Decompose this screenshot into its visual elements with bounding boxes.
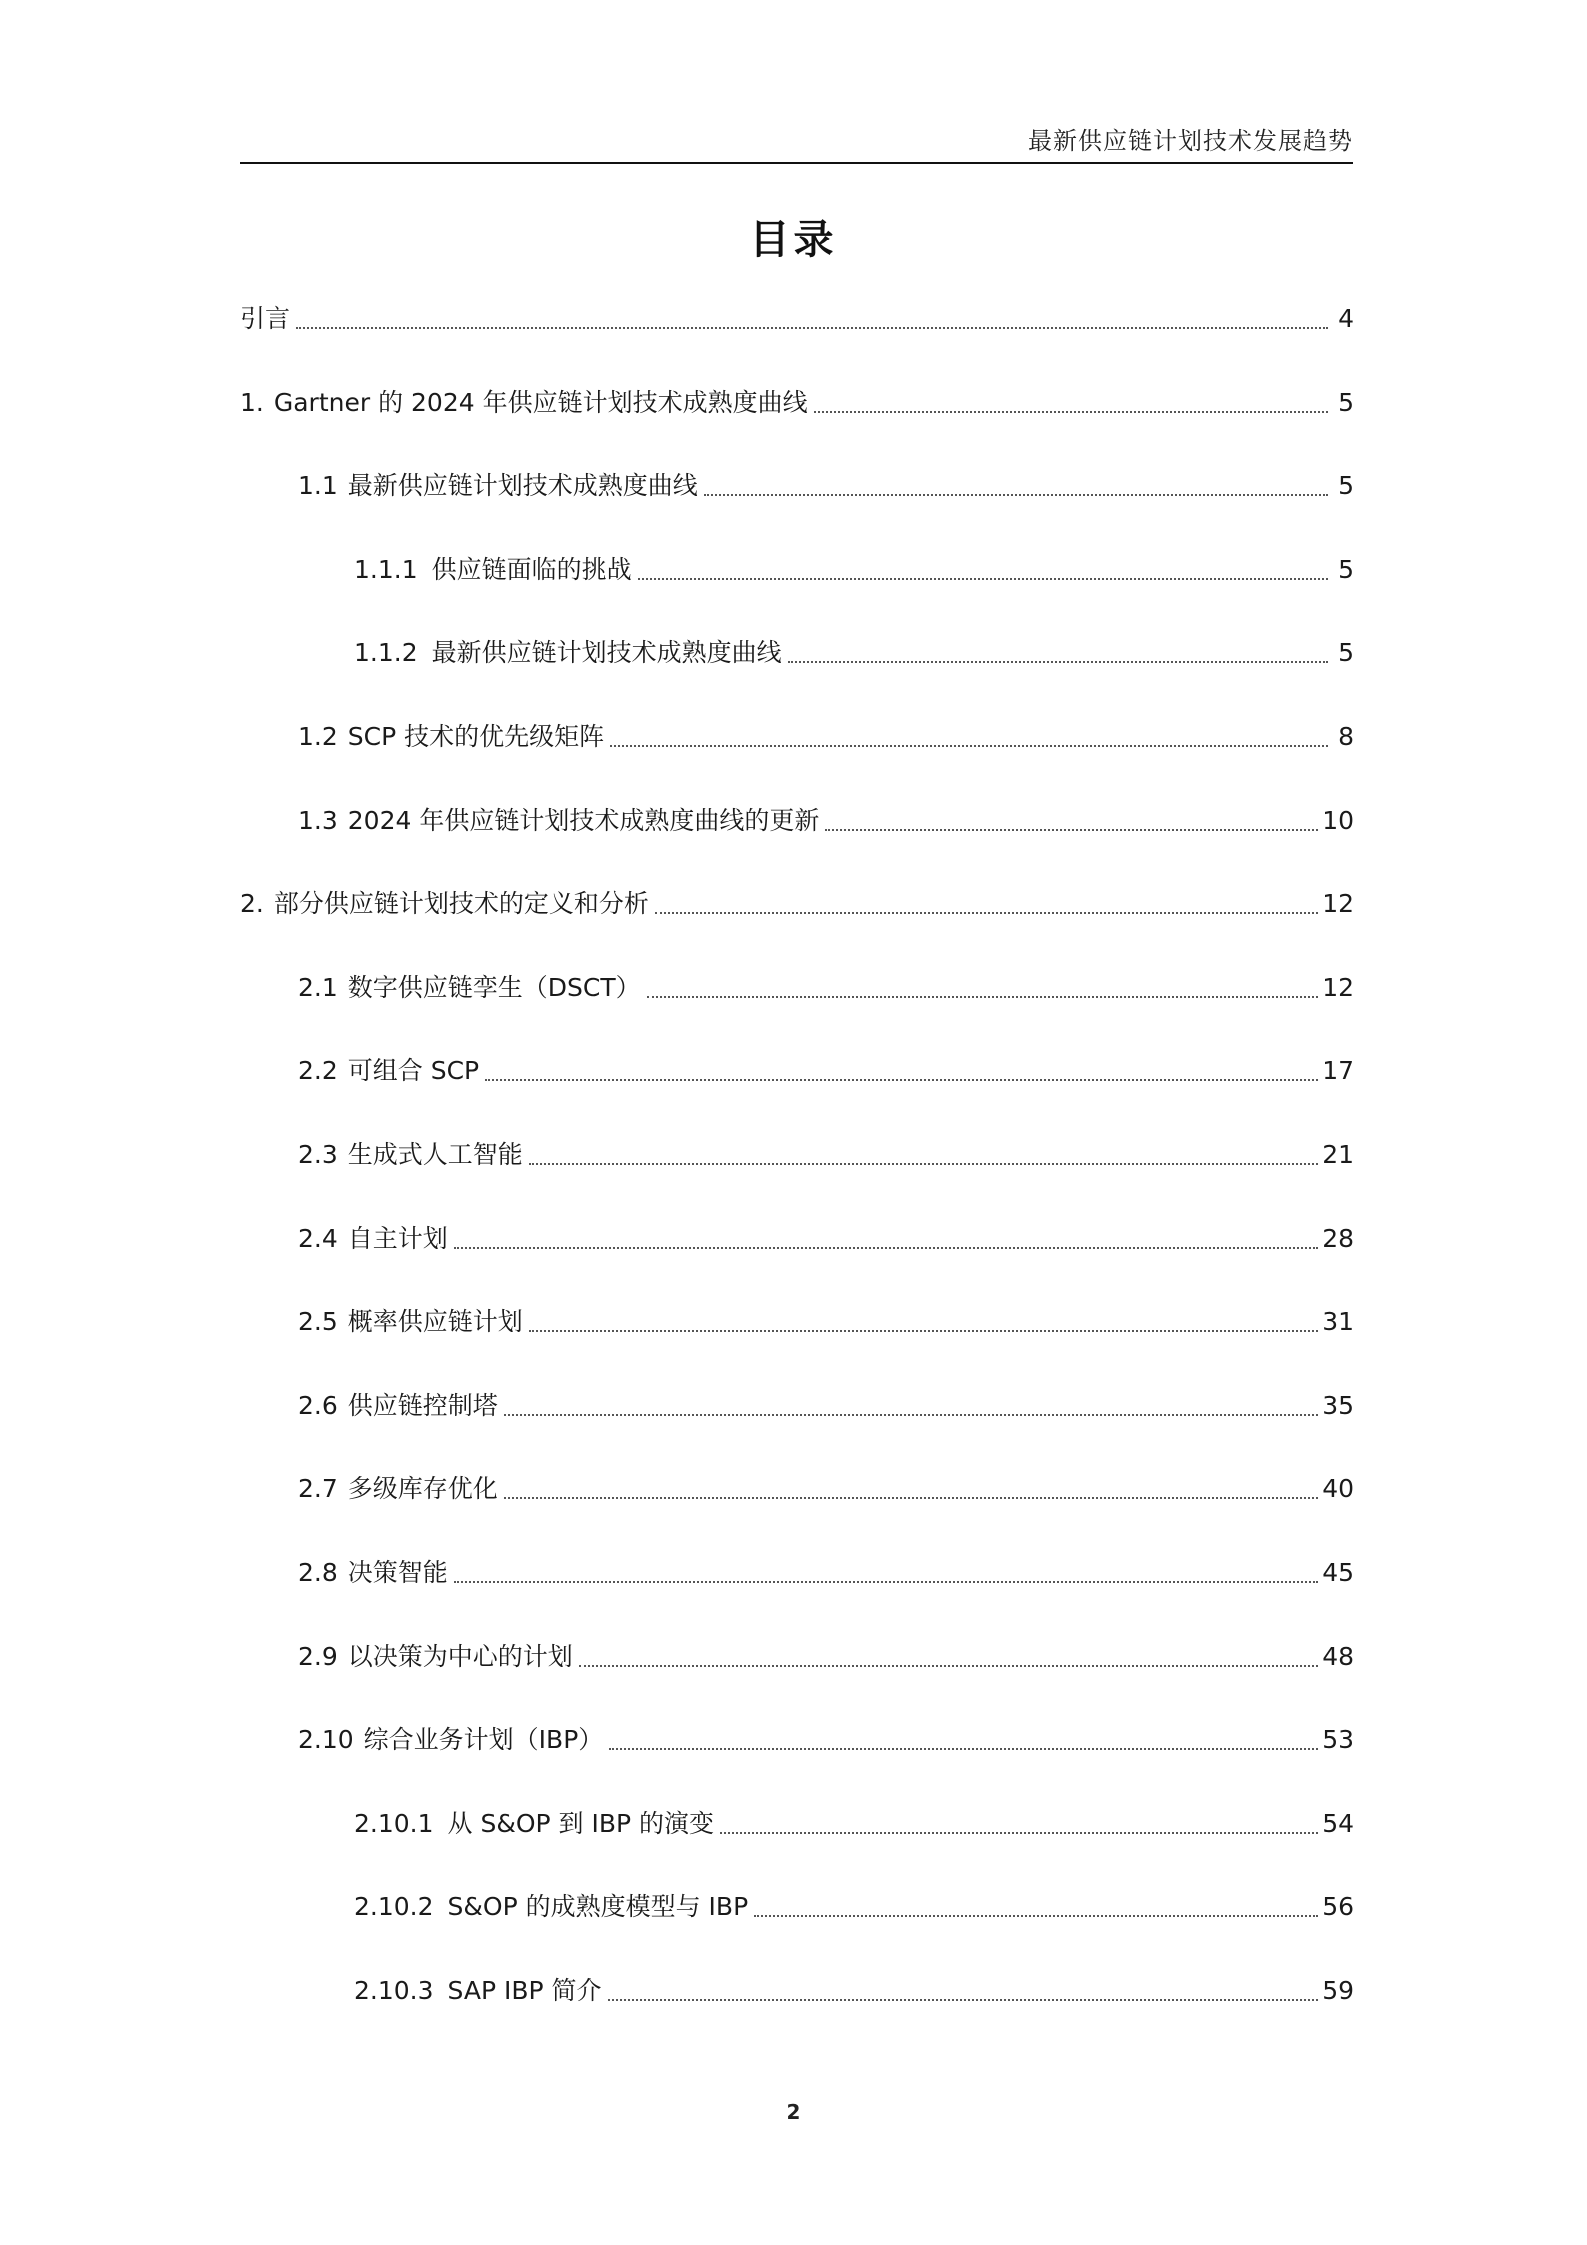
toc-dot-leader	[529, 1330, 1318, 1332]
toc-entry-number: 2.8	[298, 1558, 338, 1587]
toc-entry-page: 5	[1338, 555, 1354, 584]
toc-entry-number: 2.10.2	[354, 1892, 434, 1921]
toc-entry-page: 48	[1322, 1642, 1354, 1671]
toc-entry-number: 1.2	[298, 722, 338, 751]
toc-entry-page: 12	[1322, 889, 1354, 918]
toc-dot-leader	[825, 829, 1318, 831]
toc-dot-leader	[788, 661, 1328, 663]
toc-entry-number: 1.1.2	[354, 638, 418, 667]
toc-dot-leader	[638, 578, 1328, 580]
toc-entry-page: 4	[1338, 304, 1354, 333]
toc-entry-page: 5	[1338, 638, 1354, 667]
toc-entry-number: 2.9	[298, 1642, 338, 1671]
toc-entry-title: 以决策为中心的计划	[347, 1642, 573, 1671]
toc-dot-leader	[609, 1748, 1318, 1750]
toc-entry[interactable]	[298, 968, 1354, 1008]
toc-entry-number: 2.10	[298, 1725, 354, 1754]
toc-entry-number: 2.	[240, 889, 264, 918]
toc-entry-number: 2.10.3	[354, 1976, 434, 2005]
toc-entry-title: 引言	[240, 304, 291, 333]
toc-entry[interactable]	[298, 1637, 1354, 1677]
toc-entry-page: 21	[1322, 1140, 1354, 1169]
toc-entry-title: 概率供应链计划	[347, 1307, 523, 1336]
toc-entry-title: 部分供应链计划技术的定义和分析	[273, 889, 649, 918]
toc-entry-page: 53	[1322, 1725, 1354, 1754]
toc-entry-title: 数字供应链孪生（DSCT）	[347, 973, 641, 1002]
toc-dot-leader	[610, 745, 1328, 747]
toc-entry-title: 供应链面临的挑战	[431, 555, 632, 584]
toc-dot-leader	[504, 1497, 1318, 1499]
toc-entry-page: 54	[1322, 1809, 1354, 1838]
toc-entry-title: 2024 年供应链计划技术成熟度曲线的更新	[347, 806, 820, 835]
toc-dot-leader	[720, 1832, 1318, 1834]
page-number: 2	[786, 2100, 801, 2124]
toc-dot-leader	[608, 1999, 1319, 2001]
toc-entry-title: 生成式人工智能	[347, 1140, 523, 1169]
toc-entry[interactable]	[298, 1302, 1354, 1342]
toc-entry-number: 1.1	[298, 471, 338, 500]
toc-entry-page: 8	[1338, 722, 1354, 751]
toc-entry[interactable]	[298, 717, 1354, 757]
toc-entry-page: 56	[1322, 1892, 1354, 1921]
toc-entry-page: 5	[1338, 471, 1354, 500]
toc-entry[interactable]	[298, 1219, 1354, 1259]
toc-entry-number: 2.4	[298, 1224, 338, 1253]
toc-entry-title: SCP 技术的优先级矩阵	[347, 722, 605, 751]
toc-entry[interactable]	[354, 550, 1354, 590]
toc-entry-page: 35	[1322, 1391, 1354, 1420]
toc-entry-number: 2.10.1	[354, 1809, 434, 1838]
toc-entry-number: 1.	[240, 388, 264, 417]
toc-entry-title: 综合业务计划（IBP）	[363, 1725, 604, 1754]
toc-entry-number: 1.1.1	[354, 555, 418, 584]
running-header-title: 最新供应链计划技术发展趋势	[1028, 127, 1353, 155]
toc-dot-leader	[579, 1665, 1318, 1667]
toc-entry[interactable]	[298, 1135, 1354, 1175]
toc-entry-page: 17	[1322, 1056, 1354, 1085]
toc-dot-leader	[704, 494, 1328, 496]
toc-entry[interactable]	[298, 1469, 1354, 1509]
toc-entry-page: 31	[1322, 1307, 1354, 1336]
toc-entry-page: 45	[1322, 1558, 1354, 1587]
toc-entry-title: 供应链控制塔	[347, 1391, 498, 1420]
toc-entry-title: 最新供应链计划技术成熟度曲线	[347, 471, 698, 500]
toc-dot-leader	[454, 1581, 1318, 1583]
toc-entry-number: 2.1	[298, 973, 338, 1002]
toc-entry[interactable]	[354, 1887, 1354, 1927]
toc-dot-leader	[814, 411, 1328, 413]
toc-entry-page: 12	[1322, 973, 1354, 1002]
toc-entry-page: 59	[1322, 1976, 1354, 2005]
toc-entry[interactable]	[354, 1971, 1354, 2011]
toc-dot-leader	[647, 996, 1319, 998]
toc-dot-leader	[454, 1247, 1318, 1249]
toc-entry-page: 40	[1322, 1474, 1354, 1503]
toc-entry-page: 5	[1338, 388, 1354, 417]
toc-dot-leader	[296, 327, 1328, 329]
toc-entry-title: S&OP 的成熟度模型与 IBP	[447, 1892, 749, 1921]
toc-entry[interactable]	[240, 383, 1354, 423]
header-divider	[240, 162, 1353, 164]
toc-entry-number: 2.6	[298, 1391, 338, 1420]
toc-entry-page: 10	[1322, 806, 1354, 835]
toc-entry[interactable]	[354, 633, 1354, 673]
toc-entry-number: 2.5	[298, 1307, 338, 1336]
toc-entry[interactable]	[298, 1553, 1354, 1593]
toc-entry-title: 从 S&OP 到 IBP 的演变	[447, 1809, 715, 1838]
toc-dot-leader	[655, 912, 1318, 914]
toc-entry[interactable]	[298, 801, 1354, 841]
toc-entry[interactable]	[240, 884, 1354, 924]
toc-entry[interactable]	[354, 1804, 1354, 1844]
toc-entry-number: 2.7	[298, 1474, 338, 1503]
toc-entry[interactable]	[298, 1720, 1354, 1760]
toc-entry-title: Gartner 的 2024 年供应链计划技术成熟度曲线	[273, 388, 808, 417]
toc-dot-leader	[754, 1915, 1318, 1917]
toc-entry-page: 28	[1322, 1224, 1354, 1253]
toc-entry[interactable]	[298, 1386, 1354, 1426]
toc-entry-number: 1.3	[298, 806, 338, 835]
toc-entry[interactable]	[240, 299, 1354, 339]
toc-entry-title: 可组合 SCP	[347, 1056, 480, 1085]
toc-dot-leader	[504, 1414, 1318, 1416]
toc-entry-title: 最新供应链计划技术成熟度曲线	[431, 638, 782, 667]
toc-heading: 目录	[749, 217, 838, 263]
toc-entry-title: 自主计划	[347, 1224, 448, 1253]
toc-dot-leader	[485, 1079, 1318, 1081]
toc-entry-number: 2.2	[298, 1056, 338, 1085]
toc-entry-title: SAP IBP 简介	[447, 1976, 602, 2005]
toc-entry[interactable]	[298, 466, 1354, 506]
toc-entry[interactable]	[298, 1051, 1354, 1091]
toc-dot-leader	[529, 1163, 1318, 1165]
toc-entry-number: 2.3	[298, 1140, 338, 1169]
toc-entry-title: 多级库存优化	[347, 1474, 498, 1503]
toc-entry-title: 决策智能	[347, 1558, 448, 1587]
